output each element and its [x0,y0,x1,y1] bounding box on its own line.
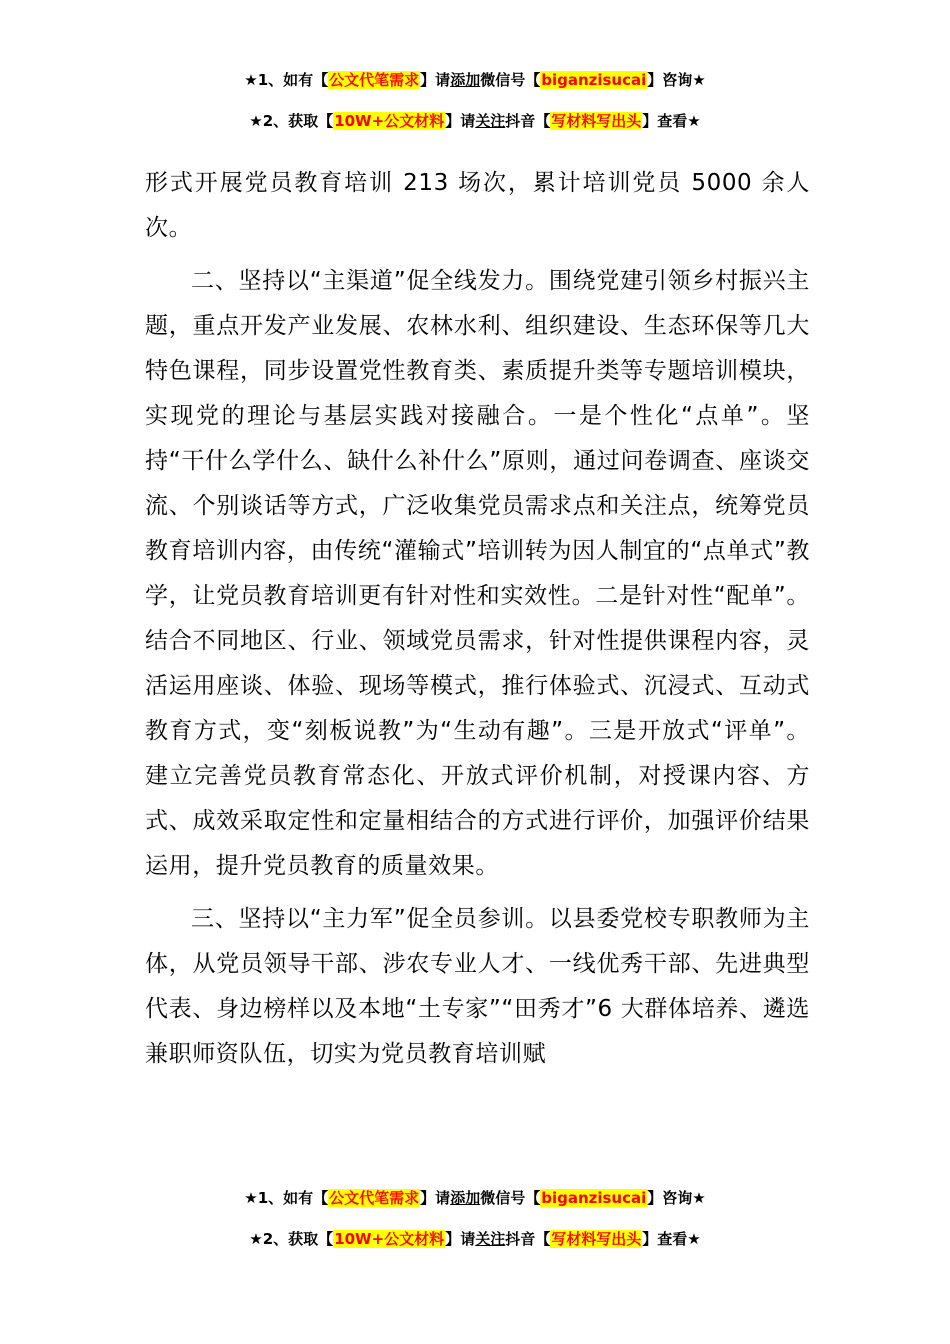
promo-prefix: ★2、获取【 [249,112,334,130]
promo-prefix: ★1、如有【 [244,71,329,89]
promo-text: 微信号【 [480,71,541,89]
promo-underlined-text: 关注 [475,112,506,130]
promo-highlight: biganzisucai [541,71,647,89]
promo-text: 】请 [420,71,451,89]
promo-highlight: 写材料写出头 [551,112,642,130]
promo-highlight: 公文代笔需求 [329,1189,420,1207]
document-body [145,161,810,1077]
promo-text: 微信号【 [480,1189,541,1207]
promo-suffix: 】咨询★ [647,1189,706,1207]
header-promo-line-2 [0,110,950,132]
body-paragraph-2: 二、坚持以“主渠道”促全线发力。围绕党建引领乡村振兴主题，重点开发产业发展、农林水利、组织建设、生态环保等几大特色课程，同步设置党性教育类、素质提升类等专题培训模块，实现党的理论与基层实践对接融合。一是个性化“点单”。坚持“干什么学什么、缺什么补什么”原则，通过问卷调查、座谈交流、个别谈话等方式，广泛收集党员需求点和关注点，统筹党员教育培训内容，由传统“灌输式”培训转为因人制宜的“点单式”教学，让党员教育培训更有针对性和实效性。二是针对性“配单”。结合不同地区、行业、领域党员需求，针对性提供课程内容，灵活运用座谈、体验、现场等模式，推行体验式、沉浸式、互动式教育方式，变“刻板说教”为“生动有趣”。三是开放式“评单”。建立完善党员教育常态化、开放式评价机制，对授课内容、方式、成效采取定性和定量相结合的方式进行评价，加强评价结果运用，提升党员教育的质量效果。 [145,268,810,879]
promo-highlight: 写材料写出头 [551,1230,642,1248]
promo-underlined-text: 添加 [450,1189,481,1207]
promo-prefix: ★2、获取【 [249,1230,334,1248]
promo-text: 抖音【 [505,1230,551,1248]
promo-suffix: 】查看★ [642,112,701,130]
promo-underlined-text: 添加 [450,71,481,89]
promo-text: 抖音【 [505,112,551,130]
footer-promo-line-1 [0,1187,950,1209]
promo-highlight: 公文代笔需求 [329,71,420,89]
promo-suffix: 】查看★ [642,1230,701,1248]
footer-promo-line-2 [0,1228,950,1250]
promo-highlight: 10W+公文材料 [334,1230,445,1248]
promo-text: 】请 [445,1230,476,1248]
promo-text: 】请 [420,1189,451,1207]
promo-underlined-text: 关注 [475,1230,506,1248]
promo-suffix: 】咨询★ [647,71,706,89]
promo-highlight: 10W+公文材料 [334,112,445,130]
body-paragraph-3: 三、坚持以“主力军”促全员参训。以县委党校专职教师为主体，从党员领导干部、涉农专业人才、一线优秀干部、先进典型代表、身边榜样以及本地“土专家”“田秀才”6 大群体培养、遴选兼职师资队伍，切实为党员教育培训赋 [145,906,810,1067]
body-paragraph-1: 形式开展党员教育培训 213 场次，累计培训党员 5000 余人次。 [145,170,810,241]
promo-highlight: biganzisucai [541,1189,647,1207]
promo-prefix: ★1、如有【 [244,1189,329,1207]
promo-text: 】请 [445,112,476,130]
header-promo-line-1 [0,69,950,91]
